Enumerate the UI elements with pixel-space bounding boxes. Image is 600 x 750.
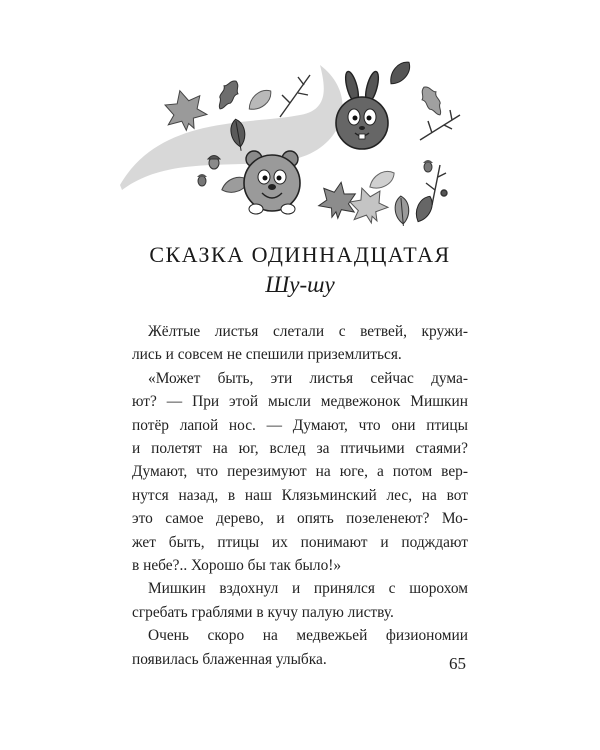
text-line: Думают, что перезимуют на юге, а потом вер- bbox=[132, 463, 468, 481]
rabbit-character-icon bbox=[336, 70, 388, 149]
text-line: жет быть, птицы их понимают и подждают bbox=[132, 533, 468, 551]
text-line: появилась блаженная улыбка. bbox=[132, 650, 327, 668]
text-line: лись и совсем не спешили приземлиться. bbox=[132, 346, 402, 364]
text-line: и полетят на юг, вслед за птичьими стаями? bbox=[132, 440, 468, 458]
maple-leaf-icon bbox=[161, 86, 210, 135]
leaf-icon bbox=[245, 86, 275, 114]
acorn-icon bbox=[208, 156, 220, 170]
maple-leaf-icon bbox=[345, 182, 391, 228]
text-line: это самое дерево, и опять позеленеют? Мо- bbox=[132, 510, 468, 528]
text-line: «Может быть, эти листья сейчас дума- bbox=[148, 369, 468, 387]
leaf-icon bbox=[394, 195, 410, 226]
autumn-leaves-illustration bbox=[110, 55, 470, 240]
acorn-icon bbox=[197, 174, 207, 186]
story-title: Шу-шу bbox=[265, 272, 335, 297]
text-line: в небе?.. Хорошо бы так было!» bbox=[132, 557, 342, 575]
page-number: 65 bbox=[449, 654, 466, 673]
text-line: потёр лапой нос. — Думают, что они птицы bbox=[132, 416, 468, 434]
leaf-icon bbox=[386, 58, 414, 88]
text-line: ют? — При этой мысли медвежонок Мишкин bbox=[132, 393, 468, 411]
maple-leaf-icon bbox=[317, 179, 359, 221]
oak-leaf-icon bbox=[417, 83, 447, 119]
story-text bbox=[132, 320, 468, 671]
text-line: Мишкин вздохнул и принялся с шорохом bbox=[148, 580, 468, 598]
text-line: Очень скоро на медвежьей физиономии bbox=[148, 627, 468, 645]
chapter-heading: СКАЗКА ОДИННАДЦАТАЯ bbox=[149, 242, 451, 267]
leaf-icon bbox=[367, 167, 398, 193]
oak-leaf-icon bbox=[213, 77, 243, 113]
text-line: нутся назад, в наш Клязьминский лес, на вот bbox=[132, 486, 468, 504]
acorn-icon bbox=[423, 160, 433, 172]
twig-icon bbox=[280, 75, 310, 117]
bear-character-icon bbox=[244, 151, 300, 214]
text-line: Жёлтые листья слетали с ветвей, кружи- bbox=[148, 323, 468, 340]
text-line: сгребать граблями в кучу палую листву. bbox=[132, 603, 394, 621]
leaf-icon bbox=[412, 193, 436, 224]
